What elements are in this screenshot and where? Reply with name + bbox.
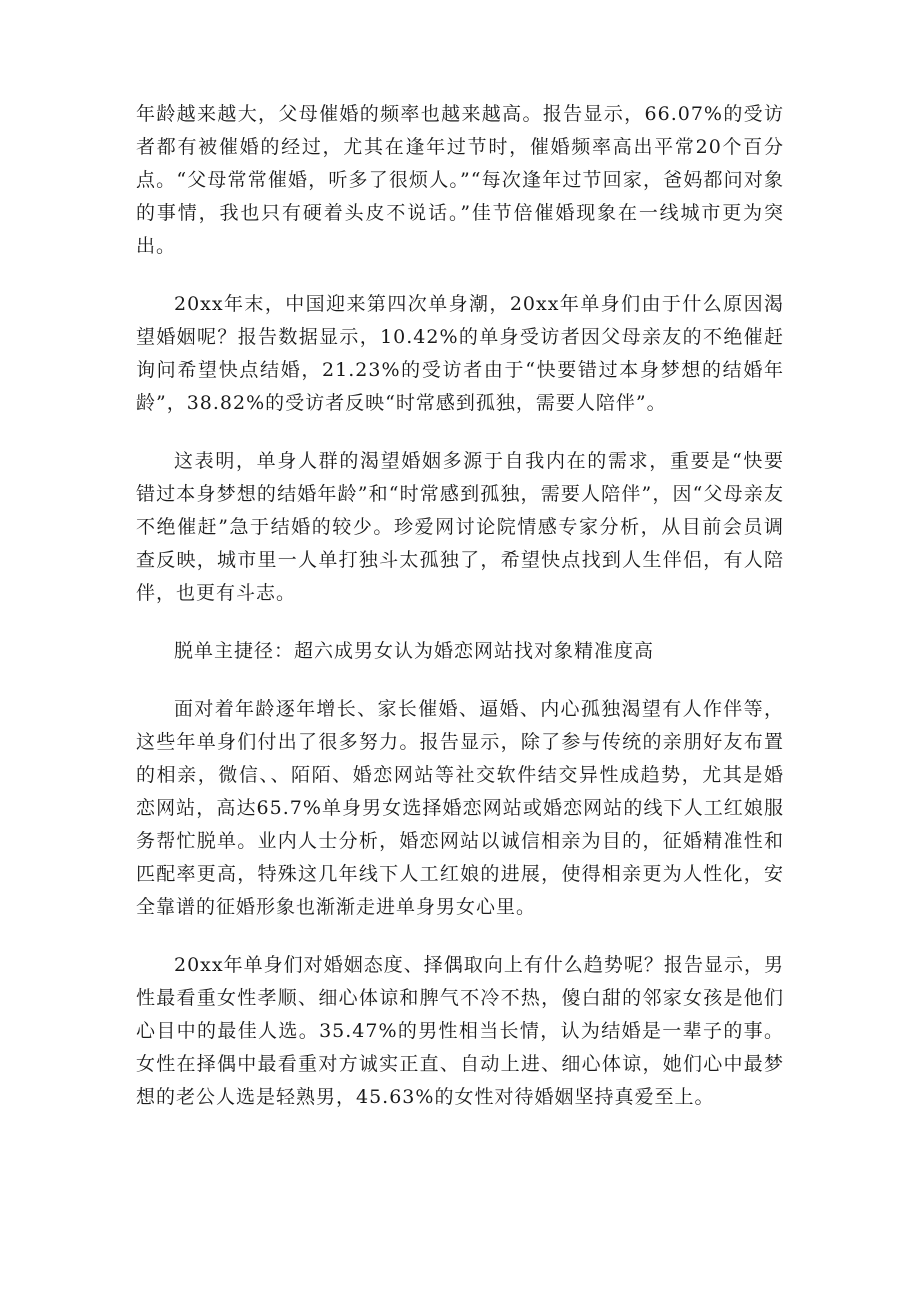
- document-body: [136, 98, 784, 1139]
- paragraph-5: 面对着年龄逐年增长、家长催婚、逼婚、内心孤独渴望有人作伴等，这些年单身们付出了很多努力。报告显示，除了参与传统的亲朋好友布置的相亲，微信、、陌陌、婚恋网站等社交软件结交异性成趋势，尤其是婚恋网站，高达65.7%单身男女选择婚恋网站或婚恋网站的线下人工红娘服务帮忙脱单。业内人士分析，婚恋网站以诚信相亲为目的，征婚精准性和匹配率更高，特殊这几年线下人工红娘的进展，使得相亲更为人性化，安全靠谱的征婚形象也渐渐走进单身男女心里。: [136, 698, 784, 918]
- paragraph-1: 年龄越来越大，父母催婚的频率也越来越高。报告显示，66.07%的受访者都有被催婚的经过，尤其在逢年过节时，催婚频率高出平常20个百分点。“父母常常催婚，听多了很烦人。”“每次逢年过节回家，爸妈都问对象的事情，我也只有硬着头皮不说话。”佳节倍催婚现象在一线城市更为突出。: [136, 103, 784, 257]
- paragraph-3: 这表明，单身人群的渴望婚姻多源于自我内在的需求，重要是“快要错过本身梦想的结婚年龄”和“时常感到孤独，需要人陪伴”，因“父母亲友不绝催赶”急于结婚的较少。珍爱网讨论院情感专家分析，从目前会员调查反映，城市里一人单打独斗太孤独了，希望快点找到人生伴侣，有人陪伴，也更有斗志。: [136, 450, 784, 604]
- paragraph-2: 20xx年末，中国迎来第四次单身潮，20xx年单身们由于什么原因渴望婚姻呢？报告数据显示，10.42%的单身受访者因父母亲友的不绝催赶询问希望快点结婚，21.23%的受访者由于“快要错过本身梦想的结婚年龄”，38.82%的受访者反映“时常感到孤独，需要人陪伴”。: [136, 293, 784, 414]
- section-heading: 脱单主捷径：超六成男女认为婚恋网站找对象精准度高: [174, 640, 655, 662]
- paragraph-6: 20xx年单身们对婚姻态度、择偶取向上有什么趋势呢？报告显示，男性最看重女性孝顺、细心体谅和脾气不冷不热，傻白甜的邻家女孩是他们心目中的最佳人选。35.47%的男性相当长情，认为结婚是一辈子的事。女性在择偶中最看重对方诚实正直、自动上进、细心体谅，她们心中最梦想的老公人选是轻熟男，45.63%的女性对待婚姻坚持真爱至上。: [136, 954, 784, 1108]
